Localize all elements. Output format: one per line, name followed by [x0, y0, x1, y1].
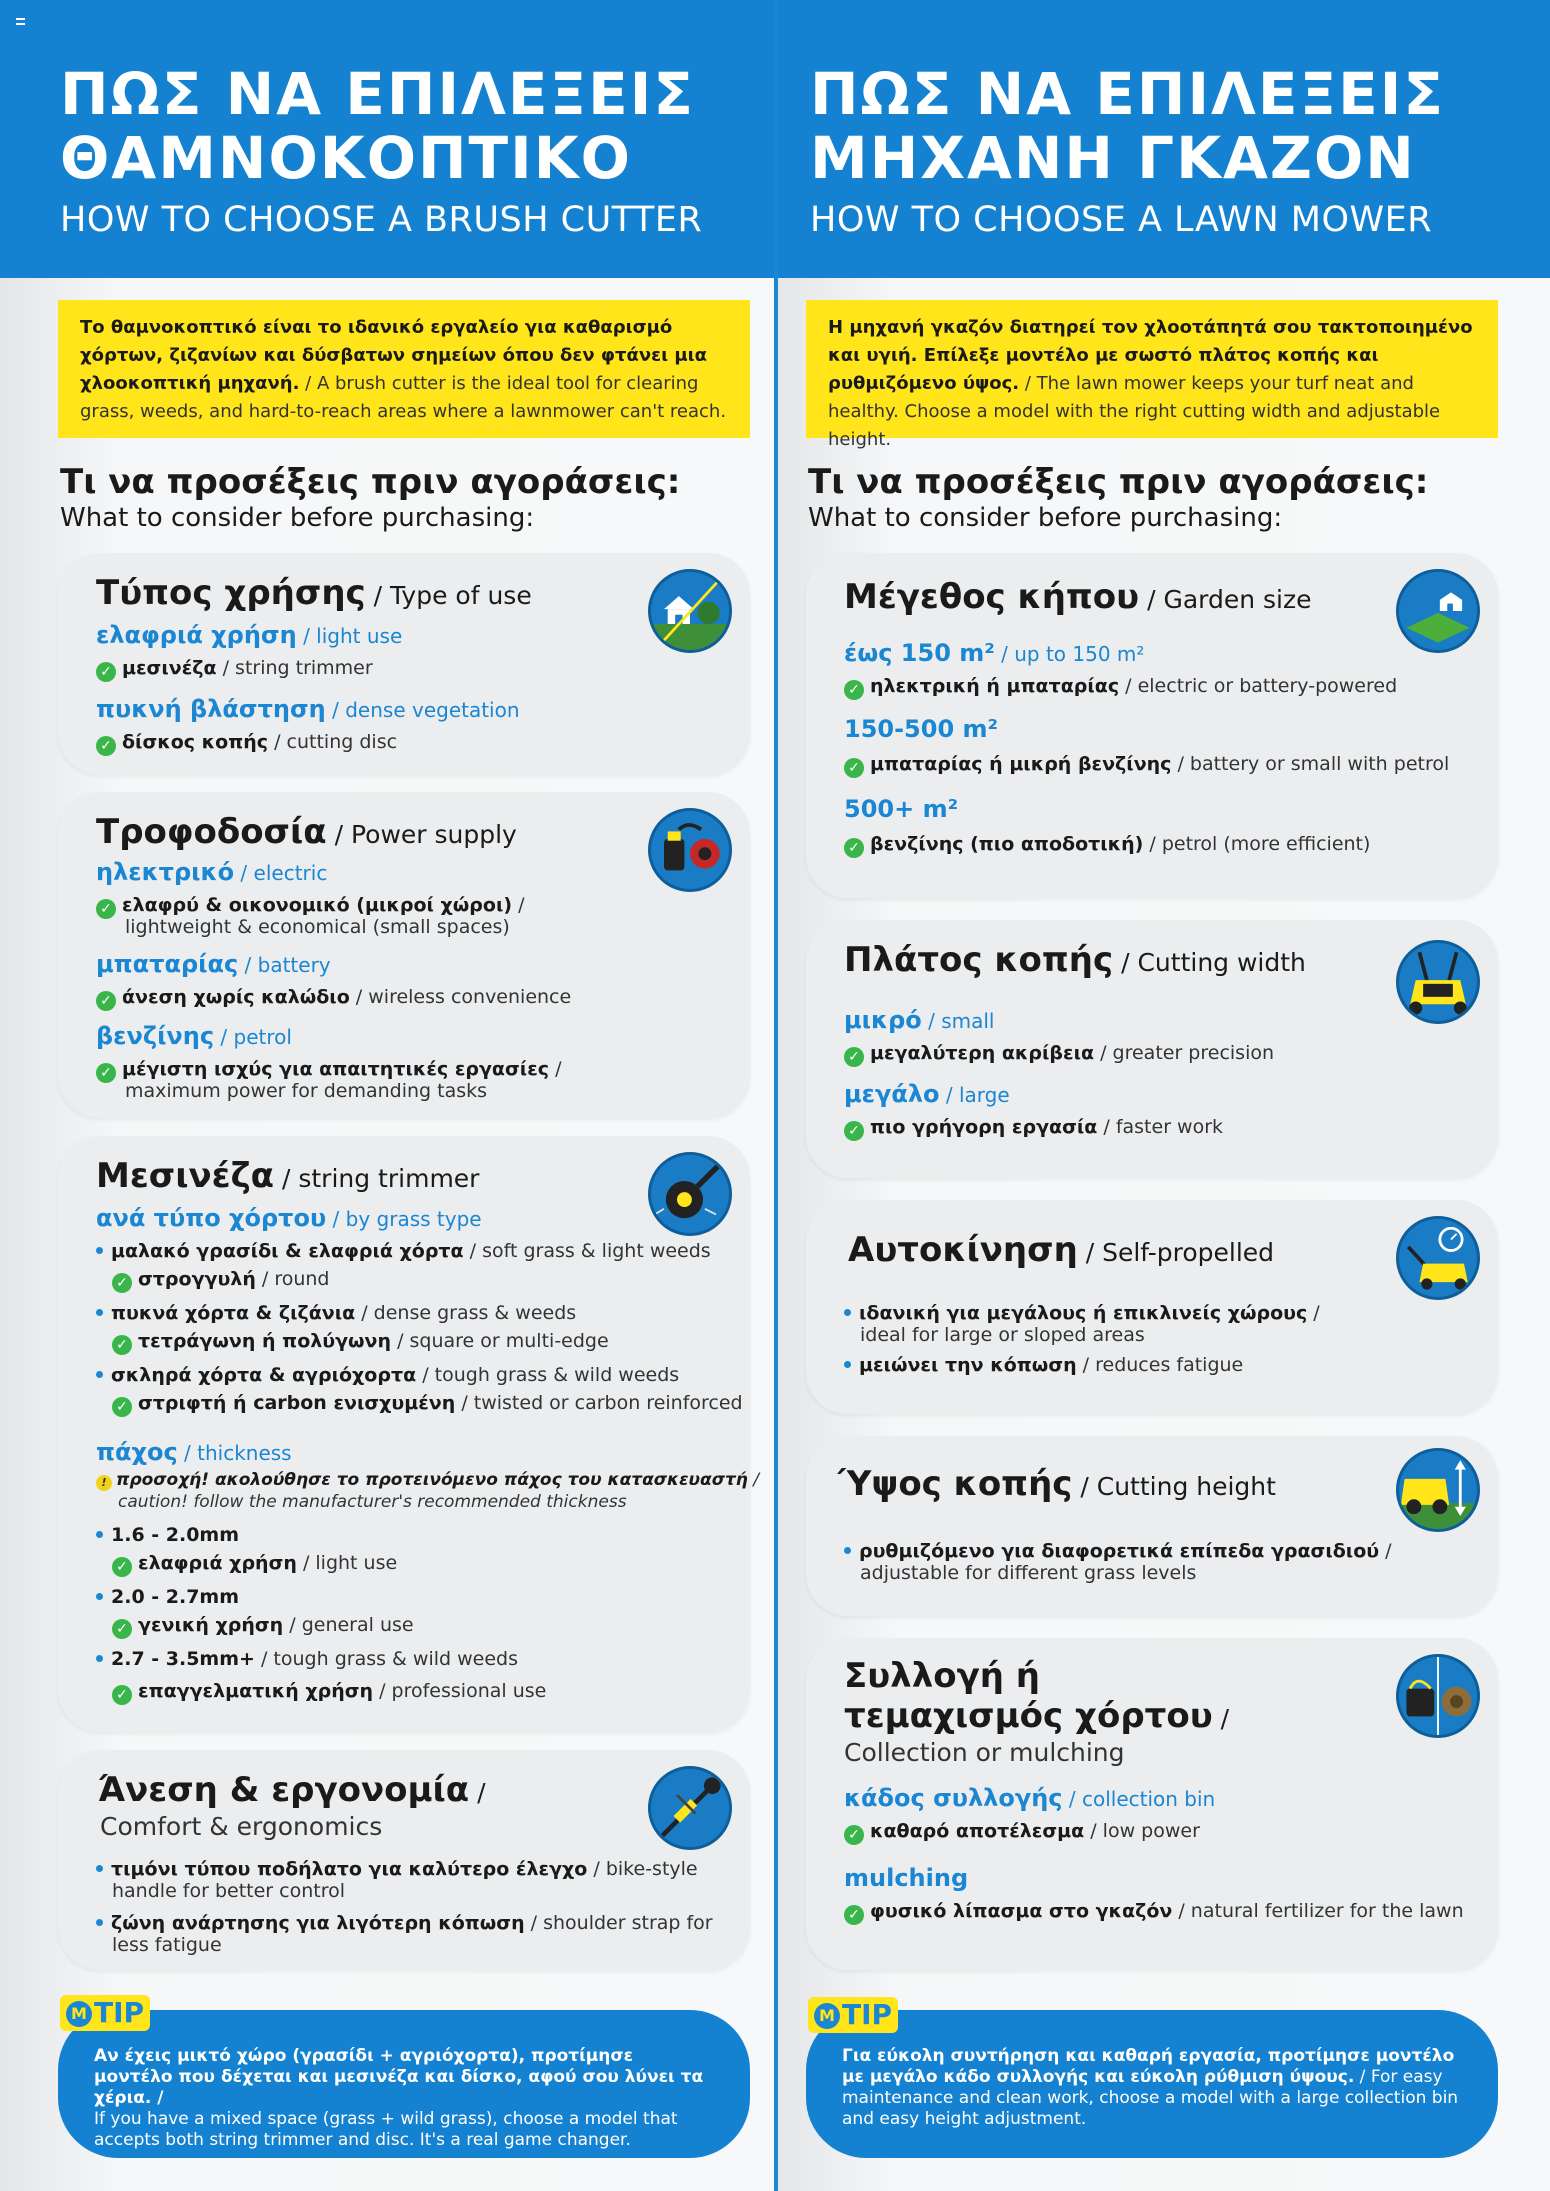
light-use-heading: ελαφριά χρήση / light use: [96, 621, 403, 649]
check-item: ✓ μέγιστη ισχύς για απαιτητικές εργασίες /: [96, 1058, 561, 1083]
check-icon: ✓: [844, 1905, 864, 1925]
check-icon: ✓: [112, 1619, 132, 1639]
bullet-item: πυκνά χόρτα & ζιζάνια / dense grass & weeds: [96, 1302, 576, 1324]
caution-note-english: caution! follow the manufacturer's recommended thickness: [118, 1492, 627, 1512]
check-item: ✓ μπαταρίας ή μικρή βενζίνης / battery or small with petrol: [844, 753, 1449, 778]
card-type-of-use: [58, 553, 750, 775]
check-icon: ✓: [844, 1047, 864, 1067]
right-tip-box: [806, 2010, 1498, 2158]
left-page-subtitle: HOW TO CHOOSE A BRUSH CUTTER: [60, 200, 703, 240]
collection-bin-icon: [1396, 1654, 1480, 1738]
brand-logo-icon: M: [66, 2001, 92, 2027]
check-icon: ✓: [112, 1397, 132, 1417]
bullet-item-continued: handle for better control: [112, 1880, 346, 1902]
card-cutting-width: [806, 920, 1498, 1178]
house-garden-icon: [648, 569, 732, 653]
check-item: ✓ φυσικό λίπασμα στο γκαζόν / natural fertilizer for the lawn: [844, 1900, 1464, 1925]
tip-english: If you have a mixed space (grass + wild grass), choose a model that accepts both string trimmer and disc. It's a real game changer.: [94, 2109, 678, 2150]
check-item: ✓ στρογγυλή / round: [112, 1268, 330, 1293]
check-item: ✓ ελαφριά χρήση / light use: [112, 1552, 397, 1577]
card-cutting-height: [806, 1436, 1498, 1616]
right-consider-heading: Τι να προσέξεις πριν αγοράσεις:: [808, 462, 1429, 502]
check-item-continued: lightweight & economical (small spaces): [125, 916, 510, 938]
bullet-item-continued: less fatigue: [112, 1934, 222, 1956]
left-intro-box: Το θαμνοκοπτικό είναι το ιδανικό εργαλείο για καθαρισμό χόρτων, ζιζανίων και δύσβατων σημείων όπου δεν φτάνει μια χλοοκοπτική μηχανή. / A brush cutter is the ideal tool for clearing grass, weeds, and hard-to-reach areas where a lawnmower can't reach.: [58, 300, 750, 438]
check-item-continued: maximum power for demanding tasks: [125, 1080, 488, 1102]
self-propelled-mower-icon: [1396, 1216, 1480, 1300]
brush-cutter-icon: [648, 1766, 732, 1850]
tip-greek: Για εύκολη συντήρηση και καθαρή εργασία, προτίμησε μοντέλο με μεγάλο κάδο συλλογής και εύκολη ρύθμιση ύψους.: [842, 2046, 1455, 2087]
right-intro-box: Η μηχανή γκαζόν διατηρεί τον χλοοτάπητά σου τακτοποιημένο και υγιή. Επίλεξε μοντέλο με σωστό πλάτος κοπής και ρυθμιζόμενο ύψος. / The lawn mower keeps your turf neat and healthy. Choose a model with the right cutting width and adjustable height.: [806, 300, 1498, 438]
collection-bin-heading: κάδος συλλογής / collection bin: [844, 1784, 1216, 1812]
bullet-item: σκληρά χόρτα & αγριόχορτα / tough grass & wild weeds: [96, 1364, 679, 1386]
card-title: Τροφοδοσία / Power supply: [96, 812, 517, 852]
check-item: ✓ μεγαλύτερη ακρίβεια / greater precision: [844, 1042, 1274, 1067]
check-item: ✓ δίσκος κοπής / cutting disc: [96, 731, 397, 756]
left-consider-heading: Τι να προσέξεις πριν αγοράσεις:: [60, 462, 681, 502]
card-title: Ύψος κοπής / Cutting height: [838, 1464, 1276, 1504]
left-tip-badge: M TIP: [60, 1995, 150, 2031]
bullet-item: τιμόνι τύπου ποδήλατο για καλύτερο έλεγχο / bike-style: [96, 1858, 698, 1880]
card-power-supply: [58, 792, 750, 1118]
left-page-title: ΠΩΣ ΝΑ ΕΠΙΛΕΞΕΙΣ ΘΑΜΝΟΚΟΠΤΙΚΟ: [60, 60, 695, 192]
bullet-item: 2.7 - 3.5mm+ / tough grass & wild weeds: [96, 1648, 518, 1670]
electric-heading: ηλεκτρικό / electric: [96, 858, 328, 886]
petrol-heading: βενζίνης / petrol: [96, 1022, 292, 1050]
bullet-item: 2.0 - 2.7mm: [96, 1586, 239, 1608]
card-title-english: Comfort & ergonomics: [100, 1812, 383, 1841]
right-header: [778, 0, 1550, 278]
dense-vegetation-heading: πυκνή βλάστηση / dense vegetation: [96, 695, 520, 723]
check-item: ✓ καθαρό αποτέλεσμα / low power: [844, 1820, 1200, 1845]
bullet-item-continued: ideal for large or sloped areas: [860, 1324, 1145, 1346]
check-icon: ✓: [844, 1121, 864, 1141]
check-icon: ✓: [96, 662, 116, 682]
check-icon: ✓: [112, 1685, 132, 1705]
by-grass-type-heading: ανά τύπο χόρτου / by grass type: [96, 1204, 482, 1232]
check-icon: ✓: [112, 1557, 132, 1577]
check-icon: ✓: [844, 1825, 864, 1845]
garden-small-heading: έως 150 m² / up to 150 m²: [844, 639, 1145, 667]
right-tip-badge: M TIP: [808, 1997, 898, 2033]
bullet-item: ζώνη ανάρτησης για λιγότερη κόπωση / shoulder strap for: [96, 1912, 713, 1934]
bullet-item: 1.6 - 2.0mm: [96, 1524, 239, 1546]
garden-large-heading: 500+ m²: [844, 795, 959, 823]
card-self-propelled: [806, 1200, 1498, 1414]
card-title: Αυτοκίνηση / Self-propelled: [848, 1230, 1275, 1270]
check-icon: ✓: [96, 1063, 116, 1083]
right-page-subtitle: HOW TO CHOOSE A LAWN MOWER: [810, 200, 1433, 240]
card-title: Άνεση & εργονομία /: [98, 1770, 486, 1810]
tip-english: / For easy maintenance and clean work, choose a model with a large collection bin and easy height adjustment.: [842, 2067, 1459, 2129]
check-icon: ✓: [112, 1335, 132, 1355]
check-item: ✓ επαγγελματική χρήση / professional use: [112, 1680, 546, 1705]
garden-medium-heading: 150-500 m²: [844, 715, 999, 743]
check-icon: ✓: [96, 991, 116, 1011]
card-comfort-ergonomics: [58, 1750, 750, 1970]
card-title: Πλάτος κοπής / Cutting width: [844, 940, 1306, 980]
check-item: ✓ γενική χρήση / general use: [112, 1614, 414, 1639]
lawn-mower-column: [778, 0, 1550, 2191]
check-item: ✓ ελαφρύ & οικονομικό (μικροί χώροι) /: [96, 894, 525, 919]
card-title-english: Collection or mulching: [844, 1738, 1125, 1767]
check-item: ✓ βενζίνης (πιο αποδοτική) / petrol (more efficient): [844, 833, 1370, 858]
check-item: ✓ στριφτή ή carbon ενισχυμένη / twisted or carbon reinforced: [112, 1392, 743, 1417]
lawn-mower-icon: [1396, 940, 1480, 1024]
check-item: ✓ άνεση χωρίς καλώδιο / wireless convenience: [96, 986, 571, 1011]
small-width-heading: μικρό / small: [844, 1006, 995, 1034]
check-item: ✓ ηλεκτρική ή μπαταρίας / electric or battery-powered: [844, 675, 1397, 700]
right-page-title: ΠΩΣ ΝΑ ΕΠΙΛΕΞΕΙΣ ΜΗΧΑΝΗ ΓΚΑΖΟΝ: [810, 60, 1445, 192]
bullet-item-continued: adjustable for different grass levels: [860, 1562, 1197, 1584]
check-icon: ✓: [96, 736, 116, 756]
check-item: ✓ πιο γρήγορη εργασία / faster work: [844, 1116, 1223, 1141]
brush-cutter-column: [0, 0, 774, 2191]
card-collection-mulching: [806, 1638, 1498, 1970]
thickness-heading: πάχος / thickness: [96, 1438, 292, 1466]
check-icon: ✓: [844, 838, 864, 858]
check-icon: ✓: [112, 1273, 132, 1293]
battery-heading: μπαταρίας / battery: [96, 950, 331, 978]
card-title: Μεσινέζα / string trimmer: [96, 1156, 480, 1196]
check-icon: ✓: [844, 758, 864, 778]
tip-greek: Αν έχεις μικτό χώρο (γρασίδι + αγριόχορτα), προτίμησε μοντέλο που δέχεται και μεσινέζα και δίσκο, αφού σου λύνει τα χέρια. /: [94, 2046, 704, 2108]
height-adjust-icon: [1396, 1448, 1480, 1532]
check-icon: ✓: [844, 680, 864, 700]
card-title: Μέγεθος κήπου / Garden size: [844, 577, 1312, 617]
garden-lawn-icon: [1396, 569, 1480, 653]
card-title: Τύπος χρήσης / Type of use: [96, 573, 532, 613]
bullet-item: ιδανική για μεγάλους ή επικλινείς χώρους /: [844, 1302, 1320, 1324]
trimmer-head-icon: [648, 1152, 732, 1236]
left-tip-box: [58, 2010, 750, 2158]
mulching-heading: mulching: [844, 1864, 969, 1892]
power-tools-icon: [648, 808, 732, 892]
right-consider-subheading: What to consider before purchasing:: [808, 503, 1283, 533]
card-title: Συλλογή ή τεμαχισμός χόρτου /: [844, 1656, 1230, 1736]
caution-note: ! προσοχή! ακολούθησε το προτεινόμενο πάχος του κατασκευαστή /: [96, 1470, 759, 1491]
check-icon: ✓: [96, 899, 116, 919]
menu-icon: [16, 18, 25, 25]
card-string-trimmer: [58, 1136, 760, 1732]
check-item: ✓ τετράγωνη ή πολύγωνη / square or multi-edge: [112, 1330, 609, 1355]
bullet-item: μειώνει την κόπωση / reduces fatigue: [844, 1354, 1243, 1376]
left-consider-subheading: What to consider before purchasing:: [60, 503, 535, 533]
warning-icon: !: [96, 1475, 112, 1491]
card-garden-size: [806, 553, 1498, 898]
check-item: ✓ μεσινέζα / string trimmer: [96, 657, 373, 682]
large-width-heading: μεγάλο / large: [844, 1080, 1010, 1108]
bullet-item: ρυθμιζόμενο για διαφορετικά επίπεδα γρασιδιού /: [844, 1540, 1392, 1562]
left-header: [0, 0, 774, 278]
bullet-item: μαλακό γρασίδι & ελαφριά χόρτα / soft grass & light weeds: [96, 1240, 711, 1262]
brand-logo-icon: M: [814, 2003, 840, 2029]
